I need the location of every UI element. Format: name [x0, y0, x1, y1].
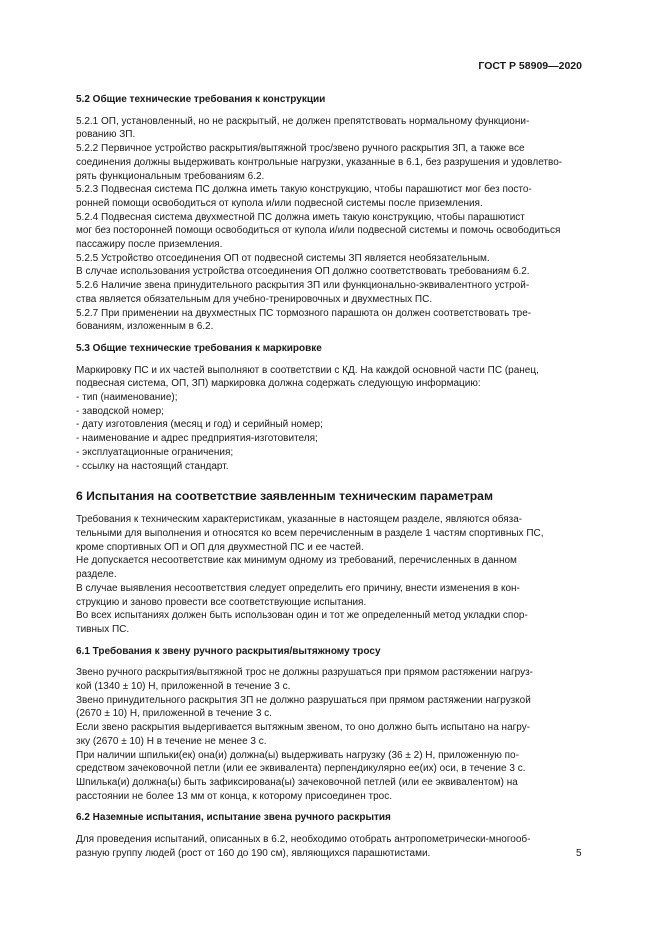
page-content [76, 92, 584, 860]
paragraph-5-2-1-line2: рованию ЗП. [76, 129, 136, 141]
paragraph-6-1-d-line1: При наличии шпильки(ек) она(и) должна(ы) выдерживать нагрузку (36 ± 2) Н, приложенную по- [76, 749, 519, 761]
paragraph-6-2-a-line2: разную группу людей (рост от 160 до 190 см), являющихся парашютистами. [76, 847, 431, 859]
paragraph-6-3-line1: В случае выявления несоответствия следует определить его причину, внести изменения в кон- [76, 582, 520, 594]
paragraph-6-1-line2: тельными для выполнения и относятся ко всем перечисленным в разделе 1 частям спортивных ПС, [76, 527, 544, 539]
section-6-heading: 6 Испытания на соответствие заявленным техническим параметрам [76, 489, 493, 504]
paragraph-5-2-2-line2: соединения должны выдерживать контрольные нагрузки, указанные в 6.1, без разрушения и удовлетво- [76, 156, 563, 168]
paragraph-6-1-a-line2: кой (1340 ± 10) Н, приложенной в течение 3 с. [76, 681, 291, 693]
paragraph-6-1-e-line2: расстоянии не более 13 мм от конца, к которому присоединен трос. [76, 790, 393, 802]
list-item: - дату изготовления (месяц и год) и серийный номер; [76, 419, 323, 431]
paragraph-6-3-line2: струкцию и заново провести все соответствующие испытания. [76, 596, 367, 608]
paragraph-5-2-4-line1: 5.2.4 Подвесная система двухместной ПС должна иметь такую конструкцию, чтобы парашютист [76, 211, 525, 223]
list-item: - эксплуатационные ограничения; [76, 446, 234, 458]
paragraph-6-1-c-line2: зку (2670 ± 10) Н в течение не менее 3 с. [76, 735, 267, 747]
section-6-1-heading: 6.1 Требования к звену ручного раскрытия/вытяжному тросу [76, 645, 381, 657]
section-5-2-heading: 5.2 Общие технические требования к конструкции [76, 94, 326, 105]
paragraph-5-3-line1: Маркировку ПС и их частей выполняют в соответствии с КД. На каждой основной части ПС (ранец, [76, 364, 539, 376]
paragraph-6-1-e-line1: Шпилька(и) должна(ы) быть зафиксирована(ы) зачековочной петлей (или ее эквивалентом) на [76, 776, 518, 788]
paragraph-5-2-5-line1: 5.2.5 Устройство отсоединения ОП от подвесной системы ЗП является необязательным. [76, 252, 490, 264]
paragraph-6-1-c-line1: Если звено раскрытия выдергивается вытяжным звеном, то оно должно быть испытано на нагру- [76, 722, 531, 734]
section-6-2-heading: 6.2 Наземные испытания, испытание звена ручного раскрытия [76, 812, 391, 824]
paragraph-6-1-line3: кроме спортивных ОП и ОП для двухместной ПС и ее частей. [76, 541, 364, 553]
list-item: - заводской номер; [76, 405, 164, 417]
paragraph-6-2-line1: Не допускается несоответствие как минимум одному из требований, перечисленных в данном [76, 555, 517, 567]
paragraph-6-1-b-line1: Звено принудительного раскрытия ЗП не должно разрушаться при прямом растяжении нагрузкой [76, 694, 531, 706]
paragraph-5-2-5-line2: В случае использования устройства отсоединения ОП должно соответствовать требованиям 6.2. [76, 266, 530, 278]
section-5-3-heading: 5.3 Общие технические требования к маркировке [76, 342, 322, 354]
paragraph-5-3-line2: подвесная система, ОП, ЗП) маркировка должна содержать следующую информацию: [76, 378, 481, 390]
paragraph-5-2-2-line1: 5.2.2 Первичное устройство раскрытия/вытяжной трос/звено ручного раскрытия ЗП, а также все [76, 143, 525, 155]
paragraph-5-2-4-line2: мог без посторонней помощи освободиться от купола и/или подвесной системы и помочь освободиться [76, 225, 561, 237]
paragraph-6-1-a-line1: Звено ручного раскрытия/вытяжной трос не должны разрушаться при прямом растяжении нагруз- [76, 667, 533, 679]
paragraph-6-4-line2: тивных ПС. [76, 623, 130, 635]
document-header: ГОСТ Р 58909—2020 [478, 60, 582, 72]
paragraph-6-1-d-line2: средством зачековочной петли (или ее эквивалента) перпендикулярно ее(их) оси, в течение 3 с. [76, 763, 526, 775]
paragraph-6-1-line1: Требования к техническим характеристикам, указанные в настоящем разделе, являются обяза- [76, 514, 523, 526]
list-item: - ссылку на настоящий стандарт. [76, 460, 229, 472]
paragraph-5-2-6-line1: 5.2.6 Наличие звена принудительного раскрытия ЗП или функционально-эквивалентного устрой- [76, 280, 530, 292]
page-number: 5 [576, 848, 582, 859]
paragraph-5-2-6-line2: ства является обязательным для учебно-тренировочных и двухместных ПС. [76, 293, 433, 305]
paragraph-5-2-4-line3: пассажиру после приземления. [76, 239, 223, 251]
list-item: - тип (наименование); [76, 392, 178, 404]
paragraph-5-2-3-line1: 5.2.3 Подвесная система ПС должна иметь такую конструкцию, чтобы парашютист мог без посто- [76, 184, 532, 196]
paragraph-5-2-1-line1: 5.2.1 ОП, установленный, но не раскрытый, не должен препятствовать нормальному функциони- [76, 115, 530, 127]
paragraph-5-2-7-line1: 5.2.7 При применении на двухместных ПС тормозного парашюта он должен соответствовать тре- [76, 307, 532, 319]
paragraph-6-1-b-line2: (2670 ± 10) Н, приложенной в течение 3 с. [76, 708, 272, 720]
paragraph-5-2-2-line3: рять функциональным требованиям 6.2. [76, 170, 265, 182]
paragraph-6-2-line2: разделе. [76, 569, 117, 581]
paragraph-6-4-line1: Во всех испытаниях должен быть использован один и тот же определенный метод укладки спор- [76, 610, 528, 622]
paragraph-5-2-3-line2: ронней помощи освободиться от купола и/или подвесной системы после приземления. [76, 197, 483, 209]
list-item: - наименование и адрес предприятия-изготовителя; [76, 433, 318, 445]
paragraph-5-2-7-line2: бованиям, изложенным в 6.2. [76, 321, 214, 333]
paragraph-6-2-a-line1: Для проведения испытаний, описанных в 6.2, необходимо отобрать антропометрически-многооб- [76, 834, 531, 846]
